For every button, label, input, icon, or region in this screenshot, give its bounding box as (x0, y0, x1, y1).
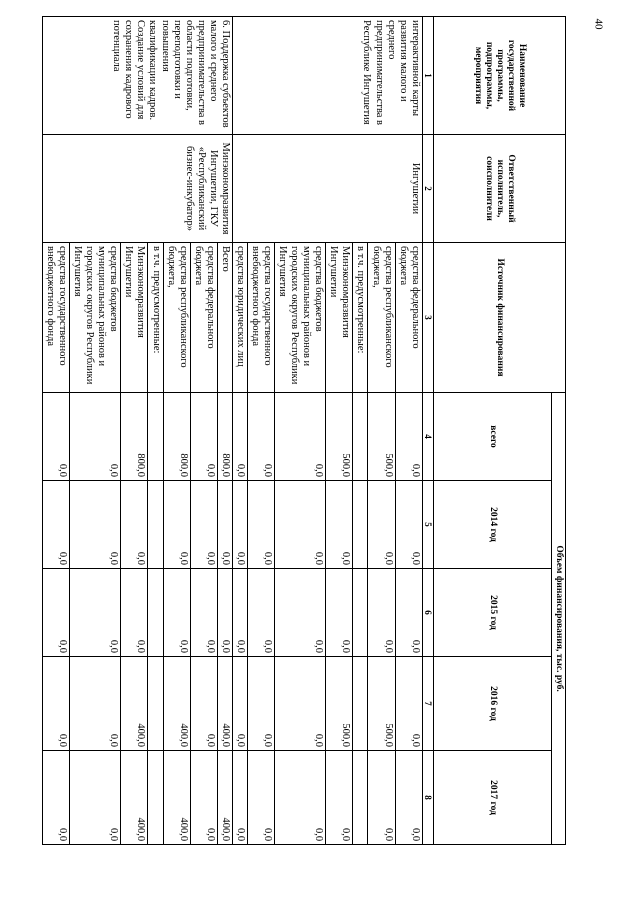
value-2017-cell (353, 751, 368, 845)
total-cell: 0,0 (70, 393, 121, 481)
header-source: Источник финансирования (434, 243, 566, 393)
column-number: 3 (422, 243, 433, 393)
column-number: 4 (422, 393, 433, 481)
value-2016-cell: 400,0 (121, 657, 148, 751)
value-2014-cell: 0,0 (190, 481, 217, 569)
value-2016-cell: 0,0 (275, 657, 326, 751)
funding-source-cell: средства федерального бюджета (190, 243, 217, 393)
value-2015-cell: 0,0 (368, 569, 395, 657)
measure-name-cell: 6. Поддержка субъектов малого и среднего предпринимательства в области подготовки, переподготовки и повышения квалификации кадров. Создание условий для сохранения кадрового потенциала (42, 17, 232, 135)
table-row (395, 17, 422, 845)
total-cell: 800,0 (217, 393, 232, 481)
total-cell: 0,0 (42, 393, 69, 481)
value-2015-cell: 0,0 (232, 569, 247, 657)
total-cell: 0,0 (190, 393, 217, 481)
value-2014-cell: 0,0 (42, 481, 69, 569)
total-cell (353, 393, 368, 481)
value-2016-cell: 500,0 (326, 657, 353, 751)
value-2017-cell: 0,0 (395, 751, 422, 845)
column-number: 2 (422, 135, 433, 243)
value-2014-cell: 0,0 (247, 481, 274, 569)
value-2015-cell: 0,0 (121, 569, 148, 657)
value-2016-cell: 0,0 (42, 657, 69, 751)
funding-source-cell: Минэкономразвития Ингушетии (326, 243, 353, 393)
funding-source-cell: средства государственного внебюджетного фонда (42, 243, 69, 393)
value-2016-cell: 400,0 (217, 657, 232, 751)
funding-source-cell: Минэкономразвития Ингушетии (121, 243, 148, 393)
value-2014-cell: 0,0 (275, 481, 326, 569)
value-2014-cell: 0,0 (121, 481, 148, 569)
header-responsible: Ответственный исполнитель, соисполнители (434, 135, 566, 243)
value-2016-cell: 400,0 (163, 657, 190, 751)
table-body (42, 17, 422, 845)
value-2015-cell: 0,0 (163, 569, 190, 657)
value-2017-cell: 0,0 (368, 751, 395, 845)
total-cell: 0,0 (247, 393, 274, 481)
value-2017-cell: 400,0 (217, 751, 232, 845)
value-2016-cell (353, 657, 368, 751)
funding-source-cell: средства федерального бюджета (395, 243, 422, 393)
value-2017-cell: 0,0 (42, 751, 69, 845)
value-2014-cell: 0,0 (368, 481, 395, 569)
funding-source-cell: средства республиканского бюджета, (368, 243, 395, 393)
value-2015-cell: 0,0 (70, 569, 121, 657)
value-2014-cell (148, 481, 163, 569)
total-cell: 800,0 (121, 393, 148, 481)
value-2015-cell: 0,0 (247, 569, 274, 657)
landscape-table-container (45, 16, 566, 844)
value-2017-cell: 0,0 (275, 751, 326, 845)
header-funding-group: Объем финансирования, тыс. руб. (552, 393, 566, 845)
value-2017-cell: 0,0 (326, 751, 353, 845)
total-cell: 800,0 (163, 393, 190, 481)
table-row (217, 17, 232, 845)
value-2014-cell: 0,0 (163, 481, 190, 569)
value-2017-cell: 0,0 (70, 751, 121, 845)
header-2014: 2014 год (434, 481, 552, 569)
value-2016-cell: 0,0 (247, 657, 274, 751)
value-2014-cell: 0,0 (395, 481, 422, 569)
value-2016-cell: 0,0 (232, 657, 247, 751)
header-2015: 2015 год (434, 569, 552, 657)
measure-name-cell: интерактивной карты развития малого и среднего предпринимательства в Республике Ингушетия (232, 17, 422, 135)
value-2017-cell: 400,0 (121, 751, 148, 845)
funding-table (42, 16, 566, 845)
value-2017-cell: 0,0 (190, 751, 217, 845)
value-2014-cell: 0,0 (232, 481, 247, 569)
value-2015-cell (353, 569, 368, 657)
value-2015-cell: 0,0 (395, 569, 422, 657)
value-2016-cell: 500,0 (368, 657, 395, 751)
total-cell: 0,0 (232, 393, 247, 481)
value-2016-cell: 0,0 (70, 657, 121, 751)
value-2015-cell: 0,0 (190, 569, 217, 657)
value-2014-cell: 0,0 (70, 481, 121, 569)
total-cell: 0,0 (395, 393, 422, 481)
page-number: 40 (592, 18, 605, 30)
total-cell (148, 393, 163, 481)
value-2016-cell: 0,0 (395, 657, 422, 751)
value-2014-cell: 0,0 (326, 481, 353, 569)
funding-source-cell: средства государственного внебюджетного фонда (247, 243, 274, 393)
column-number: 6 (422, 569, 433, 657)
funding-source-cell: средства бюджетов муниципальных районов и городских округов Республики Ингушетия (275, 243, 326, 393)
header-total: всего (434, 393, 552, 481)
value-2014-cell: 0,0 (217, 481, 232, 569)
funding-source-cell: в т.ч. предусмотренные: (353, 243, 368, 393)
total-cell: 500,0 (326, 393, 353, 481)
column-number: 7 (422, 657, 433, 751)
total-cell: 0,0 (275, 393, 326, 481)
column-number: 8 (422, 751, 433, 845)
value-2015-cell: 0,0 (275, 569, 326, 657)
funding-source-cell: средства юридических лиц (232, 243, 247, 393)
value-2015-cell (148, 569, 163, 657)
header-2017: 2017 год (434, 751, 552, 845)
responsible-cell: Ингушетии (232, 135, 422, 243)
value-2015-cell: 0,0 (217, 569, 232, 657)
responsible-cell: Минэкономразвития Ингушетии, ГКУ «Республиканский бизнес-инкубатор» (42, 135, 232, 243)
value-2017-cell (148, 751, 163, 845)
funding-source-cell: в т.ч. предусмотренные: (148, 243, 163, 393)
value-2017-cell: 0,0 (232, 751, 247, 845)
header-2016: 2016 год (434, 657, 552, 751)
value-2015-cell: 0,0 (326, 569, 353, 657)
value-2017-cell: 400,0 (163, 751, 190, 845)
column-number: 5 (422, 481, 433, 569)
header-name: Наименование государственной программы, подпрограммы, мероприятия (434, 17, 566, 135)
value-2016-cell (148, 657, 163, 751)
value-2015-cell: 0,0 (42, 569, 69, 657)
total-cell: 500,0 (368, 393, 395, 481)
column-number: 1 (422, 17, 433, 135)
table-header (422, 17, 565, 845)
value-2017-cell: 0,0 (247, 751, 274, 845)
funding-source-cell: средства бюджетов муниципальных районов и городских округов Республики Ингушетия (70, 243, 121, 393)
column-number-row (422, 17, 433, 845)
funding-source-cell: средства республиканского бюджета, (163, 243, 190, 393)
funding-source-cell: Всего (217, 243, 232, 393)
rotated-page-area (45, 16, 566, 844)
value-2014-cell (353, 481, 368, 569)
value-2016-cell: 0,0 (190, 657, 217, 751)
